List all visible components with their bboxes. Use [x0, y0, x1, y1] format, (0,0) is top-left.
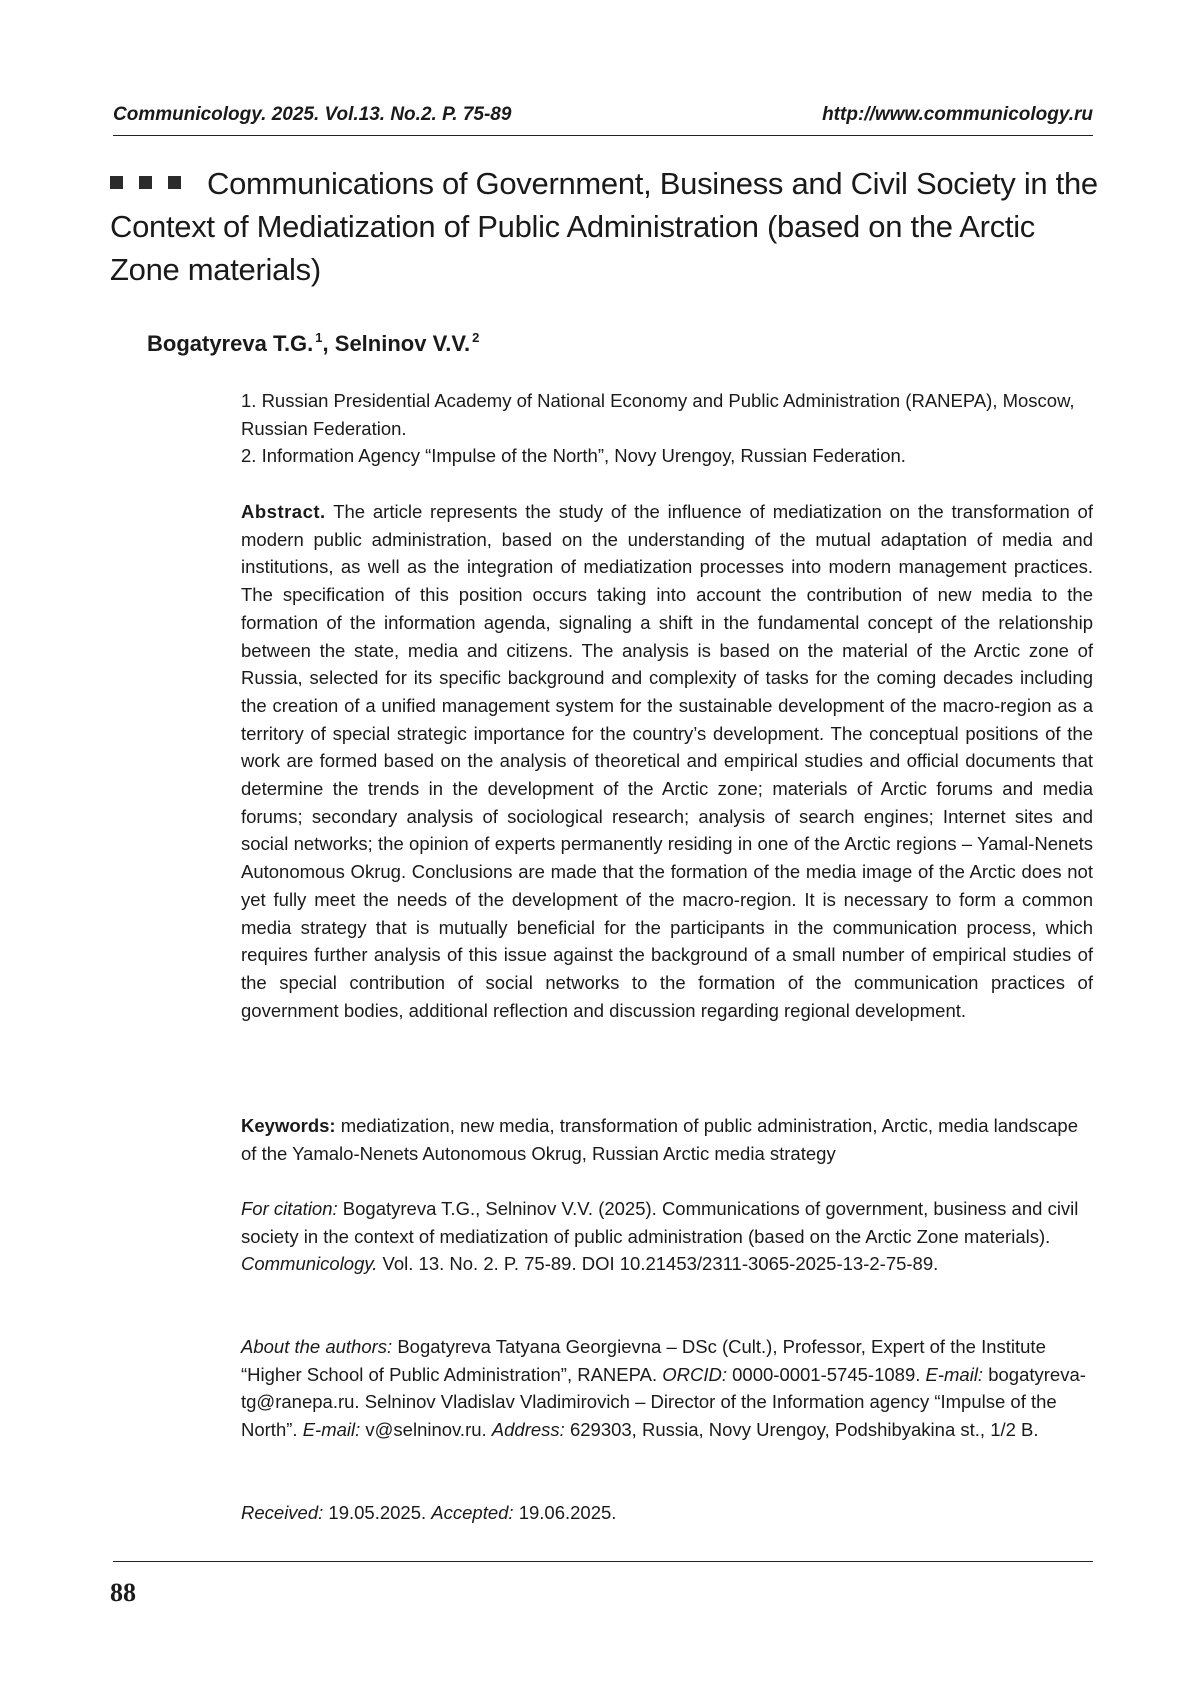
abstract-label: Abstract.	[241, 501, 326, 522]
author-name: Bogatyreva T.G.	[147, 331, 314, 356]
page-number: 88	[110, 1578, 136, 1607]
square-bullet-icon	[139, 176, 152, 189]
header-divider	[113, 135, 1093, 136]
about-author1: Bogatyreva Tatyana Georgievna – DSc (Cult.), Professor, Expert of the Institute “Higher School of Public Administration”, RANEPA.	[241, 1336, 1046, 1385]
keywords-section	[241, 1112, 1093, 1167]
email-link[interactable]: bogatyreva-tg@ranepa.ru.	[241, 1363, 1086, 1413]
email-label: E-mail:	[925, 1363, 984, 1385]
author-affiliation-mark: 2	[472, 330, 480, 345]
author-affiliation-mark: 1	[315, 330, 323, 345]
about-authors-section	[241, 1333, 1093, 1444]
journal-reference: Communicology. 2025. Vol.13. No.2. P. 75-89	[113, 104, 512, 125]
running-header	[113, 104, 1093, 126]
square-bullet-icon	[110, 176, 123, 189]
accepted-date: 19.06.2025.	[518, 1502, 617, 1523]
accepted-label: Accepted:	[431, 1502, 514, 1523]
citation-journal: Communicology.	[241, 1253, 378, 1275]
keywords-label: Keywords:	[241, 1115, 336, 1136]
article-title	[110, 162, 1100, 291]
author-list	[147, 330, 479, 357]
author-separator: ,	[322, 331, 329, 356]
affiliation-item: 1. Russian Presidential Academy of National Economy and Public Administration (RANEPA), Moscow, Russian Federation.	[241, 390, 1075, 439]
dates-section	[241, 1499, 1093, 1527]
citation-section	[241, 1195, 1093, 1278]
affiliation-item: 2. Information Agency “Impulse of the North”, Novy Urengoy, Russian Federation.	[241, 445, 906, 467]
citation-doi: Vol. 13. No. 2. P. 75-89. DOI 10.21453/2311-3065-2025-13-2-75-89.	[382, 1253, 939, 1275]
orcid-value: 0000-0001-5745-1089.	[732, 1363, 921, 1385]
address-label: Address:	[491, 1419, 565, 1441]
received-label: Received:	[241, 1502, 324, 1523]
address-value: 629303, Russia, Novy Urengoy, Podshibyakina st., 1/2 B.	[569, 1419, 1039, 1441]
affiliations	[241, 387, 1093, 470]
article-title-text: Communications of Government, Business and Civil Society in the Context of Mediatization of Public Administration (based on the Arctic Zone materials)	[110, 166, 1098, 287]
email-label: E-mail:	[302, 1419, 361, 1441]
abstract-section	[241, 498, 1093, 1024]
abstract-text: The article represents the study of the influence of mediatization on the transformation of modern public administration, based on the understanding of the mutual adaptation of media and institutions, as well as the integration of mediatization processes into modern management practices. The specification of this position occurs taking into account the contribution of new media to the formation of the information agenda, signaling a shift in the fundamental concept of the relationship between the state, media and citizens. The analysis is based on the material of the Arctic zone of Russia, selected for its specific background and complexity of tasks for the coming decades including the creation of a unified management system for the sustainable development of the macro-region as a territory of special strategic importance for the country’s development. The conceptual positions of the work are formed based on the analysis of theoretical and empirical studies and official documents that determine the trends in the development of the Arctic zone; materials of Arctic forums and media forums; secondary analysis of sociological research; analysis of search engines; Internet sites and social networks; the opinion of experts permanently residing in one of the Arctic regions – Yamal-Nenets Autonomous Okrug. Conclusions are made that the formation of the media image of the Arctic does not yet fully meet the needs of the development of the macro-region. It is necessary to form a common media strategy that is mutually beneficial for the participants in the communication process, which requires further analysis of this issue against the background of a small number of empirical studies of the special contribution of social networks to the formation of the communication practices of government bodies, additional reflection and discussion regarding regional development.	[241, 501, 1093, 1021]
author-name: Selninov V.V.	[334, 331, 471, 356]
footer-divider	[113, 1561, 1093, 1562]
received-date: 19.05.2025.	[328, 1502, 427, 1523]
journal-url[interactable]: http://www.communicology.ru	[822, 104, 1093, 125]
about-label: About the authors:	[241, 1336, 393, 1357]
about-author2: Selninov Vladislav Vladimirovich – Director of the Information agency “Impulse of the North”.	[241, 1391, 1057, 1441]
citation-label: For citation:	[241, 1198, 338, 1219]
orcid-label: ORCID:	[662, 1363, 727, 1385]
keywords-text: mediatization, new media, transformation of public administration, Arctic, media landscape of the Yamalo-Nenets Autonomous Okrug, Russian Arctic media strategy	[241, 1115, 1078, 1164]
citation-text: Bogatyreva T.G., Selninov V.V. (2025). Communications of government, business and civil society in the context of mediatization of public administration (based on the Arctic Zone materials).	[241, 1198, 1079, 1247]
square-bullet-icon	[168, 176, 181, 189]
email-link[interactable]: v@selninov.ru.	[365, 1419, 487, 1441]
